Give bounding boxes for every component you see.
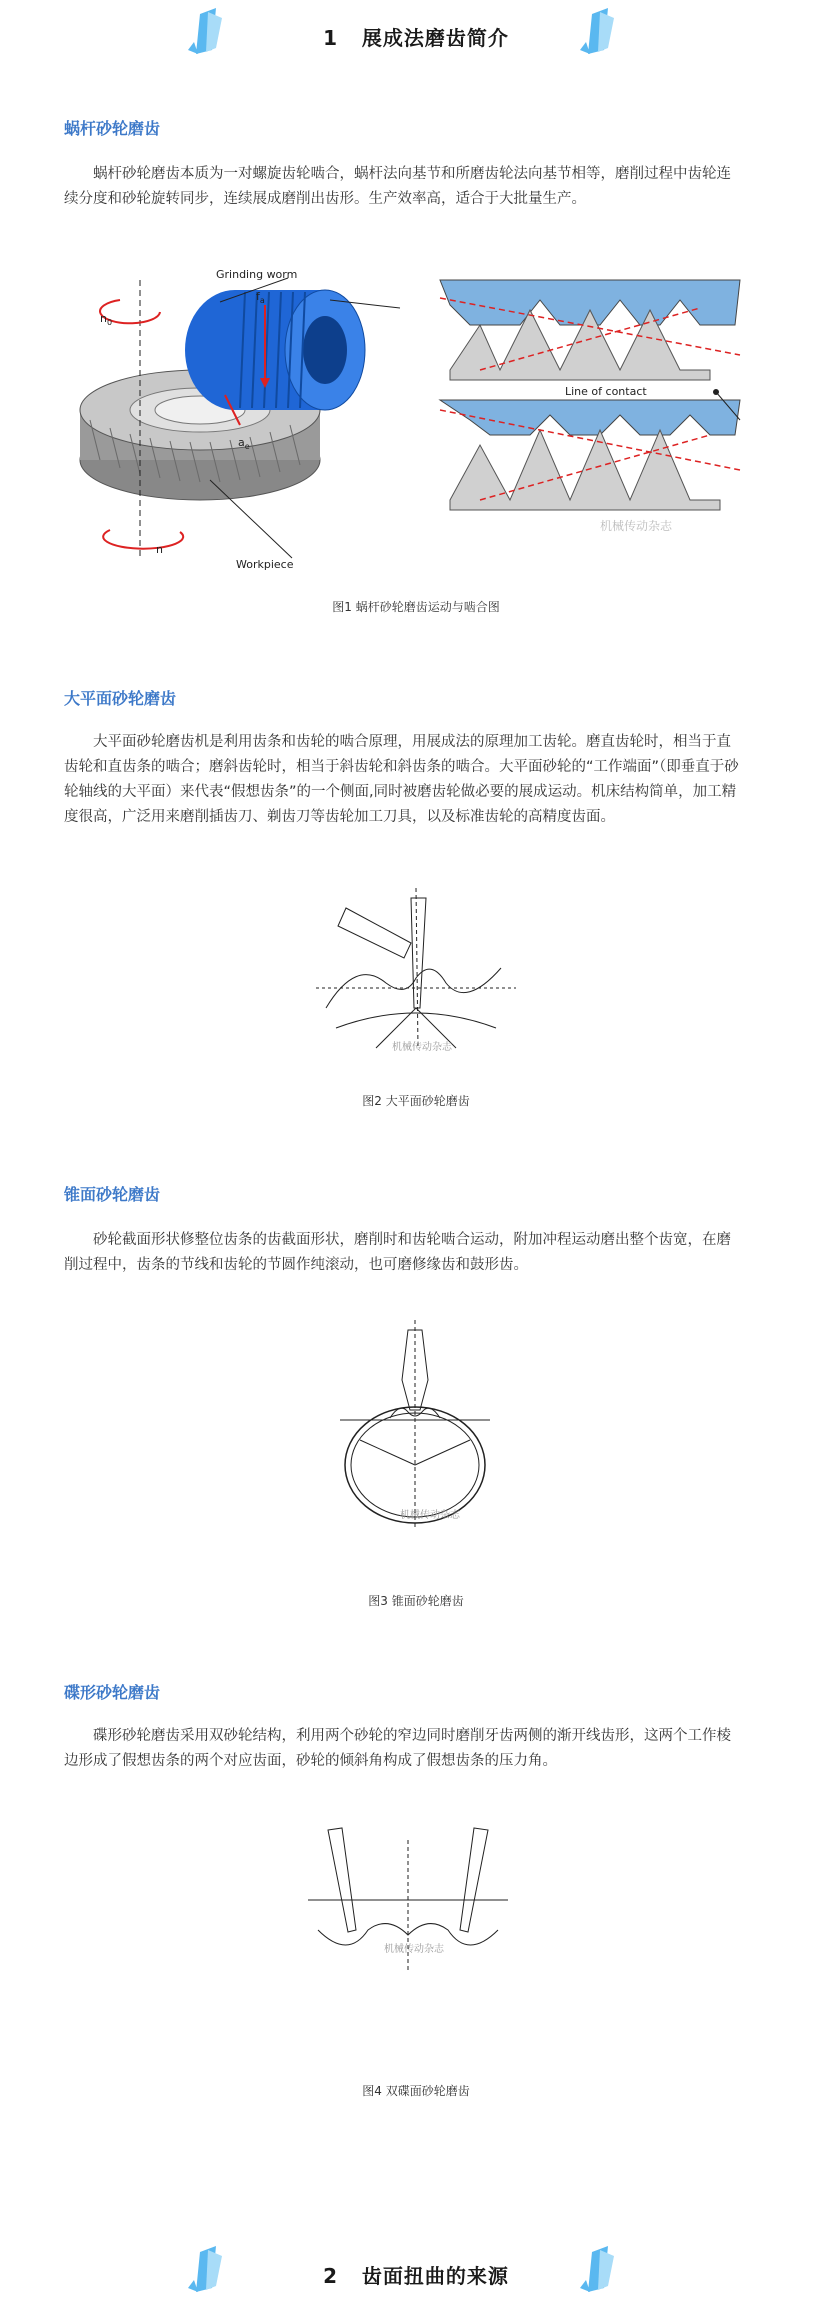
subsection-title: 碟形砂轮磨齿 <box>64 1683 161 1702</box>
label-ae: $a_e$ <box>238 436 250 451</box>
label-workpiece: Workpiece <box>236 558 294 570</box>
decor-crystal-icon <box>570 6 626 62</box>
figure-dish-wheel-grinding <box>308 1820 508 1970</box>
paragraph: 大平面砂轮磨齿机是利用齿条和齿轮的啮合原理，用展成法的原理加工齿轮。磨直齿轮时，相当于直齿轮和直齿条的啮合；磨斜齿轮时，相当于斜齿轮和斜齿条的啮合。大平面砂轮的“工作端面”（即垂直于砂轮轴线的大平面）来代表“假想齿条”的一个侧面,同时被磨齿轮做必要的展成运动。机床结构简单，加工精度很高，广泛用来磨削插齿刀、剃齿刀等齿轮加工刀具，以及标准齿轮的高精度齿面。 <box>64 734 739 825</box>
subsection-title: 大平面砂轮磨齿 <box>64 689 177 708</box>
rack-panel-top <box>440 280 740 380</box>
figure-cone-wheel-grinding <box>340 1320 490 1535</box>
figure-caption: 图1 蜗杆砂轮磨齿运动与啮合图 <box>332 600 500 614</box>
watermark: 机械传动杂志 <box>384 1944 444 1955</box>
label-fa: $f_a$ <box>256 290 265 305</box>
section-title-1: 1 展成法磨齿简介 <box>323 26 509 50</box>
figure-caption: 图4 双碟面砂轮磨齿 <box>362 2084 470 2098</box>
section-heading-1 <box>0 2 832 66</box>
label-grinding-worm: Grinding worm <box>216 270 298 281</box>
figure-caption: 图3 锥面砂轮磨齿 <box>368 1594 464 1608</box>
subsection-title: 蜗杆砂轮磨齿 <box>64 119 161 138</box>
figure-caption: 图2 大平面砂轮磨齿 <box>362 1094 470 1108</box>
paragraph: 碟形砂轮磨齿采用双砂轮结构，利用两个砂轮的窄边同时磨削牙齿两侧的渐开线齿形，这两个工作棱边形成了假想齿条的两个对应齿面，砂轮的倾斜角构成了假想齿条的压力角。 <box>64 1728 731 1769</box>
watermark: 机械传动杂志 <box>400 1510 460 1521</box>
watermark: 机械传动杂志 <box>600 519 673 533</box>
paragraph: 蜗杆砂轮磨齿本质为一对螺旋齿轮啮合，蜗杆法向基节和所磨齿轮法向基节相等，磨削过程中齿轮连续分度和砂轮旋转同步，连续展成磨削出齿形。生产效率高，适合于大批量生产。 <box>64 166 731 207</box>
subsection-title: 锥面砂轮磨齿 <box>64 1185 161 1204</box>
paragraph: 砂轮截面形状修整位齿条的齿截面形状，磨削时和齿轮啮合运动，附加冲程运动磨出整个齿宽，在磨削过程中，齿条的节线和齿轮的节圆作纯滚动，也可磨修缘齿和鼓形齿。 <box>64 1232 731 1273</box>
label-n: n <box>156 543 163 556</box>
label-line-of-contact: Line of contact <box>565 385 647 398</box>
rack-panel-bottom <box>440 400 740 510</box>
watermark: 机械传动杂志 <box>392 1042 452 1053</box>
figure-worm-grinding <box>60 270 760 570</box>
label-n0: $n_0$ <box>100 312 113 327</box>
decor-crystal-icon <box>570 2244 626 2300</box>
section-title-2: 2 齿面扭曲的来源 <box>323 2264 509 2288</box>
figure-flat-wheel-grinding <box>316 888 516 1058</box>
section-heading-2 <box>0 2240 832 2304</box>
